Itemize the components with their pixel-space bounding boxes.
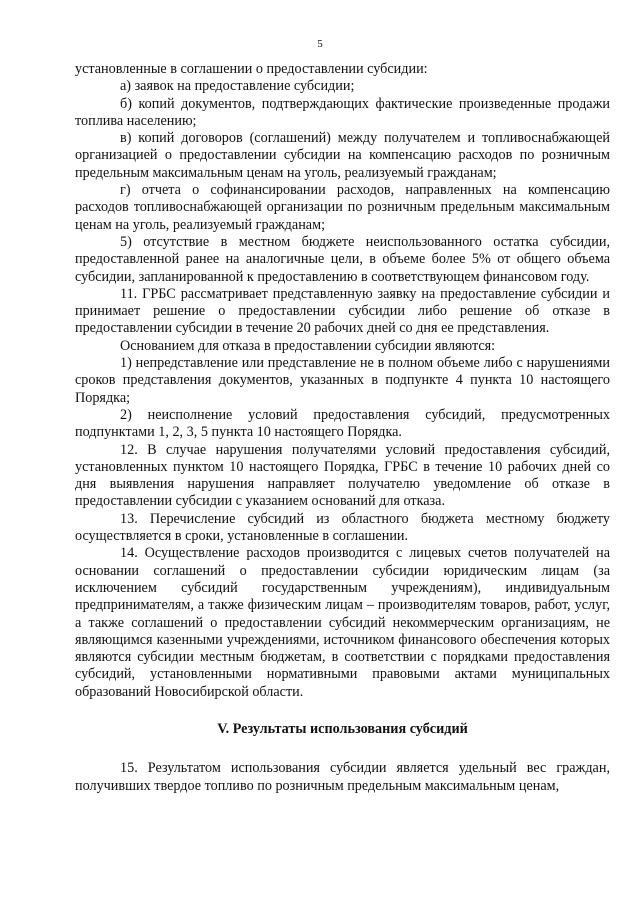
paragraph: 15. Результатом использования субсидии является удельный вес граждан, получивших твердое топливо по розничным предельным максимальным ценам,: [75, 760, 610, 794]
section-title: V. Результаты использования субсидий: [217, 720, 468, 737]
paragraph: 11. ГРБС рассматривает представленную заявку на предоставление субсидии и принимает решение о предоставлении субсидии либо решение об отказе в предоставлении субсидии в течение 20 рабочих дней со дня ее представления.: [75, 285, 610, 337]
document-body: [75, 61, 610, 795]
paragraph: 5) отсутствие в местном бюджете неиспользованного остатка субсидии, предоставленной ранее на аналогичные цели, в объеме более 5% от общего объема субсидии, запланированной к предоставлению в соответствующем финансовом году.: [75, 233, 610, 285]
paragraph: г) отчета о софинансировании расходов, направленных на компенсацию расходов топливоснабжающей организации по розничным предельным максимальным ценам на уголь, реализуемый гражданам;: [75, 182, 610, 233]
paragraph: 12. В случае нарушения получателями условий предоставления субсидий, установленных пунктом 10 настоящего Порядка, ГРБС в течение 10 рабочих дней со дня выявления нарушения направляет получателю уведомление об отказе в предоставлении субсидии с указанием оснований для отказа.: [75, 441, 610, 510]
paragraph: установленные в соглашении о предоставлении субсидии:: [75, 61, 428, 77]
paragraph: 13. Перечисление субсидий из областного бюджета местному бюджету осуществляется в сроки, установленные в соглашении.: [75, 510, 610, 545]
paragraph: Основанием для отказа в предоставлении субсидии являются:: [120, 337, 496, 354]
paragraph: а) заявок на предоставление субсидии;: [120, 78, 355, 95]
page-number: 5: [317, 38, 323, 50]
paragraph: в) копий договоров (соглашений) между получателем и топливоснабжающей организацией о предоставлении субсидии на компенсацию расходов по розничным предельным максимальным ценам на уголь, реализуемый гражданам;: [75, 130, 610, 181]
paragraph: 2) неисполнение условий предоставления субсидий, предусмотренных подпунктами 1, 2, 3, 5 пункта 10 настоящего Порядка.: [75, 406, 610, 441]
paragraph: 14. Осуществление расходов производится с лицевых счетов получателей на основании соглашений о предоставлении субсидии юридическим лицам (за исключением субсидий государственным учреждениям), индивидуальным предпринимателям, а также физическим лицам – производителям товаров, работ, услуг, а также соглашений о предоставлении субсидий некоммерческим организациям, не являющимся казенными учреждениями, источником финансового обеспечения которых являются субсидии местным бюджетам, в соответствии с порядками предоставления субсидий, установленными нормативными правовыми актами муниципальных образований Новосибирской области.: [75, 545, 610, 700]
paragraph: 1) непредставление или представление не в полном объеме либо с нарушениями сроков представления документов, указанных в подпункте 4 пункта 10 настоящего Порядка;: [75, 355, 610, 406]
paragraph: б) копий документов, подтверждающих фактические произведенные продажи топлива населению;: [75, 95, 610, 129]
